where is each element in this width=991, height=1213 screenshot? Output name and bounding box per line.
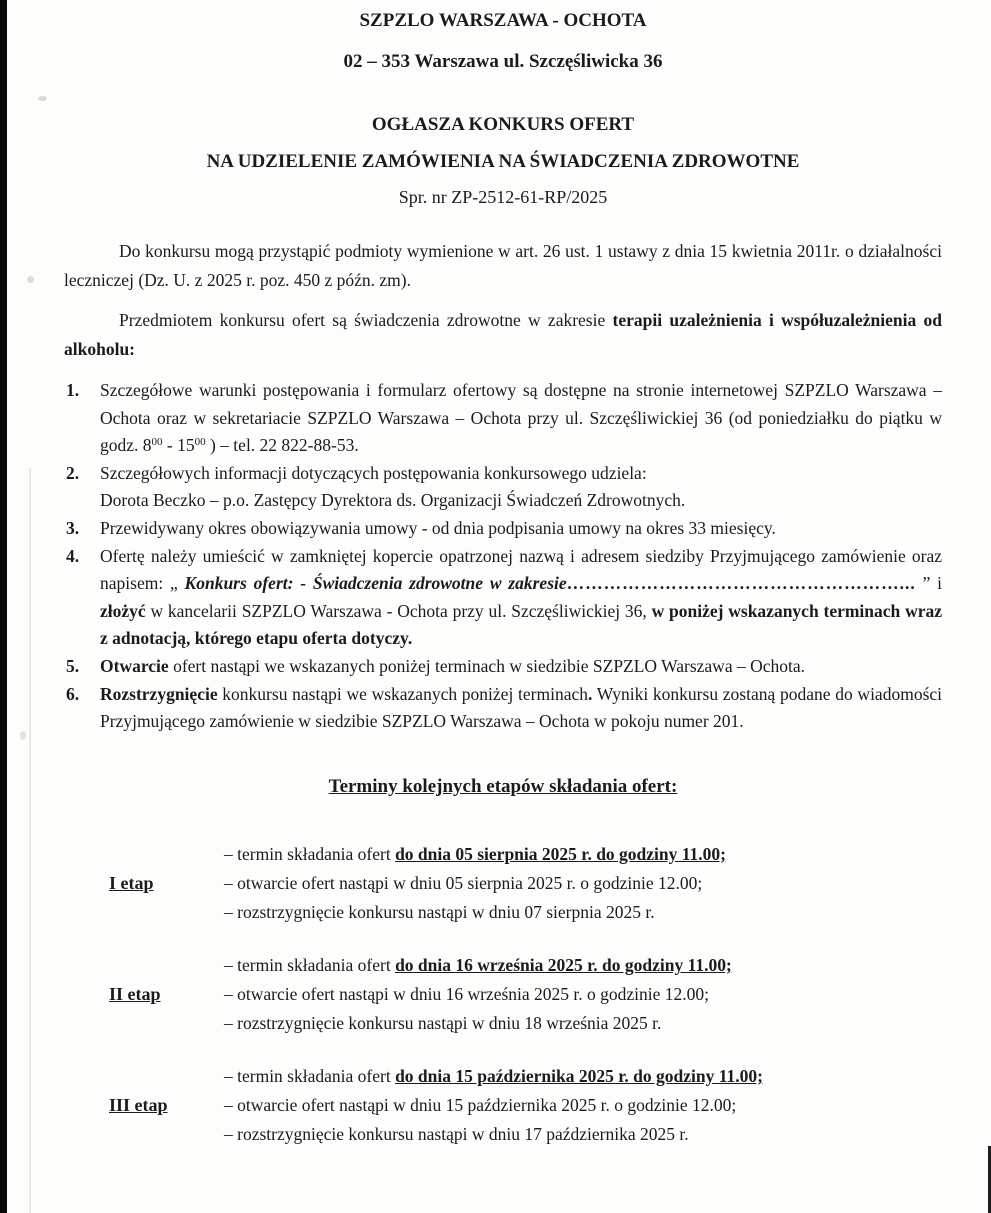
announcement-subtitle: NA UDZIELENIE ZAMÓWIENIA NA ŚWIADCZENIA ZDROWOTNE xyxy=(206,151,800,172)
scan-streak-artifact xyxy=(29,468,31,1213)
intro-paragraph-1: Do konkursu mogą przystąpić podmioty wymienione w art. 26 ust. 1 ustawy z dnia 15 kwietnia 2011r. o działalności leczniczej (Dz. U. z 2025 r. poz. 450 z późn. zm). xyxy=(64,241,942,290)
list-item-2 xyxy=(64,460,942,515)
list-item-6-bold: Rozstrzygnięcie xyxy=(100,683,218,704)
list-item-1 xyxy=(64,377,942,460)
scan-speck xyxy=(20,731,26,740)
list-item-2-line1: Szczegółowych informacji dotyczących postępowania konkursowego udziela: xyxy=(100,462,647,483)
stage-2-termin-prefix: – termin składania ofert xyxy=(224,954,396,975)
announcement-title: OGŁASZA KONKURS OFERT xyxy=(371,114,635,135)
list-item-4-text: ” i xyxy=(915,573,942,594)
stage-1-termin-deadline: do dnia 05 sierpnia 2025 r. do godziny 11.00; xyxy=(395,843,727,864)
list-item-3-number: 3. xyxy=(66,517,80,538)
list-item-4-quote: Konkurs ofert: - Świadczenia zdrowotne w zakresie xyxy=(184,573,567,594)
list-item-6 xyxy=(64,681,942,736)
list-item-1-text: - 15 xyxy=(162,435,195,456)
list-item-1-number: 1. xyxy=(66,380,80,400)
list-item-2-line2: Dorota Beczko – p.o. Zastępcy Dyrektora ds. Organizacji Świadczeń Zdrowotnych. xyxy=(100,490,686,511)
stage-3 xyxy=(64,1062,942,1149)
list-item-5-bold: Otwarcie xyxy=(100,655,169,676)
list-item-1-text: ) – tel. 22 822-88-53. xyxy=(205,435,359,456)
intro-paragraph-2 xyxy=(64,306,942,364)
list-item-4-number: 4. xyxy=(66,545,80,566)
list-item-5-number: 5. xyxy=(66,655,80,676)
stage-2 xyxy=(64,951,942,1038)
list-item-2-number: 2. xyxy=(66,462,80,483)
scan-border-left xyxy=(0,0,7,1213)
stage-2-label: II etap xyxy=(109,983,161,1004)
list-item-4-text: Ofertę należy umieścić w zamkniętej kopercie opatrzonej nazwą i adresem siedziby Przyjmującego zamówienie oraz napisem: „ xyxy=(100,545,942,594)
scan-speck xyxy=(38,96,47,101)
stage-1-termin xyxy=(224,840,942,869)
dotted-leader: ………………………………………………... xyxy=(566,573,916,594)
stage-1-label: I etap xyxy=(109,872,154,893)
stage-2-rozstrzygniecie: – rozstrzygnięcie konkursu nastąpi w dniu 18 września 2025 r. xyxy=(224,1012,662,1033)
list-item-4-bold: w poniżej wskazanych terminach wraz z adnotacją, którego etapu oferta dotyczy. xyxy=(100,600,942,649)
list-item-3-text: Przewidywany okres obowiązywania umowy - od dnia podpisania umowy na okres 33 miesięcy. xyxy=(100,517,776,538)
scan-speck xyxy=(27,276,34,283)
list-item-4 xyxy=(64,543,942,653)
stage-3-termin-prefix: – termin składania ofert xyxy=(224,1065,396,1086)
org-address: 02 – 353 Warszawa ul. Szczęśliwicka 36 xyxy=(343,51,663,72)
stage-1-rozstrzygniecie: – rozstrzygnięcie konkursu nastąpi w dniu 07 sierpnia 2025 r. xyxy=(224,901,655,922)
stage-3-termin xyxy=(224,1062,942,1091)
stage-2-termin xyxy=(224,951,942,980)
terms-heading: Terminy kolejnych etapów składania ofert: xyxy=(328,775,678,797)
intro-paragraph-2-bold: terapii uzależnienia i współuzależnienia od alkoholu: xyxy=(64,310,942,359)
numbered-list xyxy=(64,377,942,736)
stage-1-otwarcie: – otwarcie ofert nastąpi w dniu 05 sierpnia 2025 r. o godzinie 12.00; xyxy=(224,872,703,893)
hours-superscript: 00 xyxy=(194,436,206,449)
stage-3-termin-deadline: do dnia 15 października 2025 r. do godziny 11.00; xyxy=(395,1065,763,1086)
stage-2-otwarcie: – otwarcie ofert nastąpi w dniu 16 września 2025 r. o godzinie 12.00; xyxy=(224,983,710,1004)
list-item-5-text: ofert nastąpi we wskazanych poniżej terminach w siedzibie SZPZLO Warszawa – Ochota. xyxy=(168,655,806,676)
stage-3-rozstrzygniecie: – rozstrzygnięcie konkursu nastąpi w dniu 17 października 2025 r. xyxy=(224,1123,689,1144)
list-item-4-bold: złożyć xyxy=(100,600,146,621)
stage-1 xyxy=(64,840,942,927)
case-number: Spr. nr ZP-2512-61-RP/2025 xyxy=(398,187,608,207)
stage-3-label: III etap xyxy=(109,1094,168,1115)
list-item-1-text: Szczegółowe warunki postępowania i formularz ofertowy są dostępne na stronie internetowej SZPZLO Warszawa – Ochota oraz w sekretariacie SZPZLO Warszawa – Ochota przy ul. Szczęśliwickiej 36 (od poniedziałku do piątku w godz. 8 xyxy=(100,380,942,456)
list-item-6-text: konkursu nastąpi we wskazanych poniżej terminach xyxy=(217,683,588,704)
list-item-3 xyxy=(64,515,942,543)
list-item-6-number: 6. xyxy=(66,683,80,704)
list-item-6-bold: . xyxy=(588,683,593,704)
hours-superscript: 00 xyxy=(151,436,163,449)
list-item-5 xyxy=(64,653,942,681)
stage-1-termin-prefix: – termin składania ofert xyxy=(224,843,396,864)
stage-3-otwarcie: – otwarcie ofert nastąpi w dniu 15 października 2025 r. o godzinie 12.00; xyxy=(224,1094,737,1115)
list-item-4-text: w kancelarii SZPZLO Warszawa - Ochota przy ul. Szczęśliwickiej 36, xyxy=(145,600,652,621)
org-name: SZPZLO WARSZAWA - OCHOTA xyxy=(359,10,647,31)
intro-paragraph-2-normal: Przedmiotem konkursu ofert są świadczenia zdrowotne w zakresie xyxy=(119,310,613,330)
document-page xyxy=(64,0,942,1149)
list-item-6-text: Wyniki konkursu zostaną podane do wiadomości Przyjmującego zamówienie w siedzibie SZPZLO Warszawa – Ochota w pokoju numer 201. xyxy=(100,683,943,732)
stage-2-termin-deadline: do dnia 16 września 2025 r. do godziny 11.00; xyxy=(395,954,732,975)
